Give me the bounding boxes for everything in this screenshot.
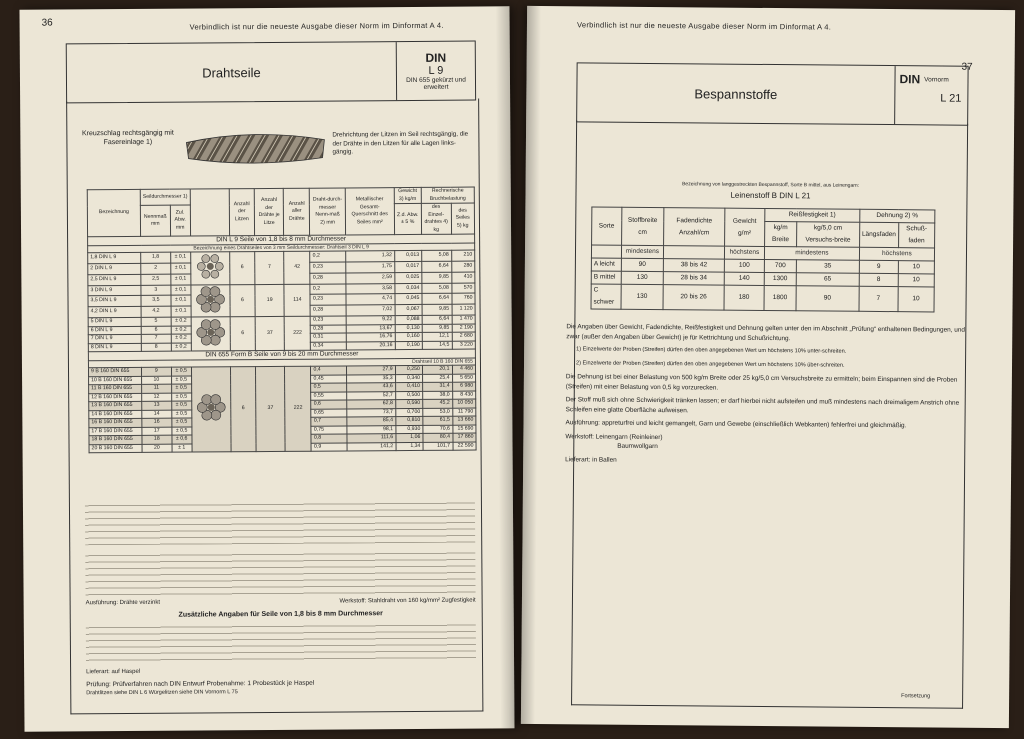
cell-einzeldraht: 5,08 (422, 250, 452, 261)
cell-drahtdurchmesser: 0,6 (311, 400, 346, 409)
cell-gewicht: 0,045 (395, 294, 422, 305)
cross-section-icon (194, 285, 226, 313)
cell-schussfaden: 10 (898, 287, 934, 312)
cell-zul-abw: ± 0,5 (171, 393, 191, 402)
cell-seil: 280 (451, 261, 475, 272)
cell-querschnitt: 13,67 (346, 324, 395, 333)
cell-bezeichnung: 2 DIN L 9 (88, 263, 141, 274)
cell-draehte-litze: 37 (255, 316, 284, 350)
cell-gewicht: 0,034 (395, 283, 422, 294)
cell-nennmass: 13 (142, 401, 172, 410)
section1-subtitle: Bezeichnung eines Drahtseiles von 3 mm Seildurchmesser: Drahtseil 3 DIN L 9 (88, 243, 475, 253)
cell-gewicht: 0,130 (395, 324, 422, 333)
cell-nennmass: 10 (142, 376, 172, 385)
col-schussfaden: Schuß-faden (898, 223, 934, 248)
section2-title: DIN 655 Form B Seile von 9 bis 20 mm Durchmesser (88, 349, 475, 360)
cell-einzeldraht: 101,7 (423, 442, 453, 451)
cell-nennmass: 6 (141, 326, 171, 335)
col-gewicht-abw: Z.d. Abw. ± 5 % (394, 203, 421, 234)
blank-cell (591, 245, 621, 258)
cell-gewicht: 1,34 (396, 442, 423, 451)
cell-einzeldraht: 6,64 (422, 315, 452, 324)
cell-querschnitt: 2,59 (346, 272, 395, 283)
cell-gewicht: 100 (724, 259, 764, 272)
footer-refs: Drahtlitzen siehe DIN L 6 Würgelitzen siehe DIN Vornorm L 75 (86, 689, 238, 697)
cell-zul-abw: ± 0,1 (171, 274, 191, 285)
cell-nennmass: 11 (142, 384, 172, 393)
section2-subtitle: Drahtseil 10 B 160 DIN 655 (88, 358, 475, 368)
lieferart-left: Lieferart: auf Haspel (86, 668, 141, 676)
cell-querschnitt: 27,9 (346, 366, 395, 375)
paragraph-conditions: Die Angaben über Gewicht, Fadendichte, Reißfestigkeit und Dehnung gelten unter den im Abschnitt „Prüfung“ enthaltenen Bedingungen, und zwar (außer den Angaben über Gewicht) je für Kettrichtung und Schußrichtung. (566, 323, 965, 342)
cell-gewicht: 0,340 (395, 374, 422, 383)
cell-drahtdurchmesser: 0,8 (311, 434, 346, 443)
section2-rows (88, 365, 476, 453)
cell-zul-abw: ± 0,5 (172, 427, 192, 436)
cell-laengsfaden: 9 (859, 260, 898, 273)
pruefung-left: Prüfung: Prüfverfahren nach DIN Entwurf Probenahme: 1 Probestück je Haspel (86, 679, 315, 689)
cell-querschnitt: 111,6 (347, 434, 396, 443)
cell-cross-section (191, 317, 230, 351)
header-box (576, 62, 969, 125)
cell-fadendichte: 20 bis 26 (663, 285, 724, 311)
cell-gewicht: 0,088 (395, 315, 422, 324)
cell-querschnitt: 98,1 (347, 425, 396, 434)
cell-drahtdurchmesser: 0,55 (311, 391, 346, 400)
cell-litzen: 6 (229, 252, 255, 285)
cell-seil: 570 (451, 283, 475, 294)
col-querschnitt: Metallischer Gesamt-Querschnitt des Seiles mm² (345, 188, 394, 235)
cell-einzeldraht: 70,6 (423, 425, 453, 434)
cell-nennmass: 17 (142, 427, 172, 436)
cell-bezeichnung: 9 B 160 DIN 655 (88, 367, 141, 376)
cell-nennmass: 9 (141, 367, 171, 376)
col-draehte-litze: Anzahl der Drähte je Litze (254, 188, 283, 235)
cell-drahtdurchmesser: 0,23 (310, 294, 346, 305)
cell-drahtdurchmesser: 0,65 (311, 408, 346, 417)
cell-seil: 5 650 (452, 374, 476, 383)
cell-querschnitt: 35,3 (346, 374, 395, 383)
cell-gewicht: 0,810 (395, 416, 422, 425)
cell-bezeichnung: 3 DIN L 9 (88, 285, 141, 296)
left-footnotes (85, 499, 476, 697)
footnote-block-3 (86, 621, 476, 664)
right-body-text (565, 322, 976, 472)
cell-querschnitt: 43,6 (346, 383, 395, 392)
ausfuehrung-left: Ausführung: Drähte verzinkt (85, 599, 161, 607)
werkstoff-left: Werkstoff: Stahldraht von 160 kg/mm² Zugfestigkeit (339, 597, 476, 605)
cell-draehte-alle: 222 (285, 366, 312, 451)
unit-mindestens: mindestens (621, 245, 664, 258)
footnote-1: 1) Einzelwerte der Proben (Streifen) dürfen den oben angegebenen Wert um höchstens 10% unter-schreiten. (576, 346, 847, 355)
cell-kg-m: 1300 (764, 272, 796, 285)
cell-draehte-alle: 42 (284, 251, 310, 284)
cell-querschnitt: 73,7 (347, 408, 396, 417)
cell-zul-abw: ± 0,1 (171, 295, 191, 306)
col-sorte: Sorte (592, 207, 622, 245)
cell-seil: 11 790 (452, 408, 476, 417)
page-title: Drahtseile (202, 64, 261, 80)
cell-querschnitt: 7,02 (346, 305, 395, 316)
cell-drahtdurchmesser: 0,23 (310, 262, 346, 273)
cell-gewicht: 140 (724, 272, 764, 285)
cell-bezeichnung: 8 DIN L 9 (88, 343, 141, 352)
cell-bezeichnung: 3,5 DIN L 9 (88, 296, 141, 307)
cell-zul-abw: ± 0,1 (171, 285, 191, 296)
cell-einzeldraht: 80,4 (423, 433, 453, 442)
cell-drahtdurchmesser: 0,28 (310, 273, 346, 284)
cell-gewicht: 0,013 (394, 250, 421, 261)
cell-gewicht: 0,190 (395, 341, 422, 350)
col-cross-section (190, 189, 229, 236)
blank-cell (664, 246, 725, 260)
col-zul-abw: Zul. Abw. mm (170, 205, 190, 236)
cell-einzeldraht: 53,0 (423, 408, 453, 417)
cell-nennmass: 3,5 (141, 295, 171, 306)
cell-fadendichte: 28 bis 34 (663, 272, 724, 286)
cell-einzeldraht: 25,4 (422, 374, 452, 383)
section1-title: DIN L 9 Seile von 1,8 bis 8 mm Durchmesser (88, 234, 475, 245)
cell-laengsfaden: 8 (859, 273, 898, 286)
cell-seil: 6 980 (452, 382, 476, 391)
cell-einzeldraht: 45,2 (423, 399, 453, 408)
cell-zul-abw: ± 0,1 (170, 263, 190, 274)
cell-laengsfaden: 7 (859, 286, 898, 311)
col-kg-m: kg/m Breite (764, 221, 796, 246)
cell-einzeldraht: 20,1 (422, 365, 452, 374)
footnote-2: 2) Einzelwerte der Proben (Streifen) dürfen den oben angegebenen Wert um höchstens 10% über-schreiten. (576, 359, 845, 369)
col-gewicht: Gewicht g/m² (724, 208, 764, 246)
cell-seil: 2 680 (452, 332, 476, 341)
cell-bezeichnung: 18 B 160 DIN 655 (89, 435, 142, 444)
designation: Leinenstoff B DIN L 21 (730, 190, 811, 201)
cell-draehte-litze: 19 (255, 284, 284, 317)
left-page (19, 6, 514, 731)
cell-nennmass: 18 (142, 435, 172, 444)
cell-gewicht: 0,025 (394, 272, 421, 283)
paragraph-ausfuehrung: Ausführung: appreturfrei und leicht gemangelt, Garn und Gewebe (einschließlich Webkanten) fehlerfrei und gleichmäßig. (565, 419, 907, 430)
cell-zul-abw: ± 0,2 (171, 317, 191, 326)
cell-bezeichnung: 12 B 160 DIN 655 (89, 393, 142, 402)
cell-stoffbreite: 130 (621, 284, 664, 309)
cell-zul-abw: ± 0,2 (171, 334, 191, 343)
cell-kg-m: 700 (764, 259, 796, 272)
cell-sorte: B mittel (591, 271, 621, 284)
cell-einzeldraht: 12,1 (422, 332, 452, 341)
cell-querschnitt: 9,22 (346, 316, 395, 325)
cell-drahtdurchmesser: 0,23 (311, 316, 346, 325)
cell-cross-section (190, 252, 229, 285)
cell-querschnitt: 52,7 (347, 391, 396, 400)
wire-rope-illustration (182, 128, 327, 169)
cell-draehte-litze: 7 (255, 251, 284, 284)
cell-kg-m: 1800 (764, 285, 796, 310)
cell-zul-abw: ± 0,2 (171, 343, 191, 352)
cell-nennmass: 7 (141, 334, 171, 343)
cell-querschnitt: 1,32 (346, 251, 395, 262)
col-bezeichnung: Bezeichnung (87, 189, 140, 236)
cell-querschnitt: 20,16 (346, 341, 395, 350)
col-nennmass: Nennmaß mm (140, 205, 170, 236)
cell-einzeldraht: 6,64 (422, 261, 452, 272)
cross-section-icon (194, 318, 226, 346)
cell-nennmass: 1,8 (141, 252, 171, 263)
din-label: DIN (899, 72, 921, 87)
din-box (894, 66, 968, 125)
norm-notice: Verbindlich ist nur die neueste Ausgabe dieser Norm im Dinformat A 4. (576, 20, 832, 32)
continuation-note: Fortsetzung (901, 693, 931, 700)
cell-gewicht: 1,06 (396, 433, 423, 442)
cell-bezeichnung: 13 B 160 DIN 655 (89, 401, 142, 410)
cell-seil: 17 860 (452, 433, 476, 442)
cell-seil: 10 050 (452, 399, 476, 408)
cross-section-icon (194, 252, 226, 280)
unit-mindestens-2: mindestens (764, 246, 859, 260)
col-seildurchmesser: Seildurchmesser 1) (140, 189, 190, 205)
cell-drahtdurchmesser: 0,45 (311, 374, 346, 383)
cell-nennmass: 2,5 (141, 274, 171, 285)
cell-drahtdurchmesser: 0,31 (311, 333, 346, 342)
cell-stoffbreite: 90 (621, 258, 664, 271)
cell-nennmass: 12 (142, 393, 172, 402)
cell-gewicht: 0,930 (396, 425, 423, 434)
right-page (521, 6, 1015, 728)
cell-draehte-alle: 222 (284, 316, 310, 350)
cell-litzen: 6 (230, 317, 256, 351)
unit-hoechstens: höchstens (724, 246, 764, 259)
cell-nennmass: 8 (141, 343, 171, 352)
page-title: Bespannstoffe (694, 85, 778, 102)
cell-zul-abw: ± 0,5 (171, 376, 191, 385)
col-einzeldraht: des Einzel-drahtes 4) kg (421, 203, 451, 234)
cell-seil: 210 (451, 250, 475, 261)
fabric-table (590, 206, 935, 312)
cell-einzeldraht: 9,85 (422, 324, 452, 333)
cell-querschnitt: 85,4 (347, 417, 396, 426)
cell-zul-abw: ± 0,1 (171, 306, 191, 317)
col-laengsfaden: Längsfaden (859, 222, 898, 247)
cell-bezeichnung: 1,8 DIN L 9 (88, 252, 141, 263)
page-number: 36 (41, 17, 53, 29)
cell-einzeldraht: 31,4 (423, 382, 453, 391)
footnote-block-1 (85, 499, 475, 546)
cell-querschnitt: 4,74 (346, 294, 395, 305)
cell-drahtdurchmesser: 0,5 (311, 383, 346, 392)
cell-stoffbreite: 130 (621, 271, 664, 284)
cell-litzen: 6 (230, 284, 256, 317)
rope-caption: Kreuzschlag rechtsgängig mit Fasereinlage 1) (81, 129, 174, 147)
cell-nennmass: 20 (142, 444, 172, 453)
cell-bezeichnung: 20 B 160 DIN 655 (89, 444, 142, 453)
cell-gewicht: 0,700 (395, 408, 422, 417)
paragraph-dehnung: Die Dehnung ist bei einer Belastung von 500 kg/m Breite oder 25 kg/5,0 cm Versuchsbreite zu ermitteln; beim Einspannen sind die Proben (Streifen) mit einer Belastung von 0,5 kg vorzurecken. (565, 373, 958, 392)
paragraph-stoff: Der Stoff muß sich ohne Schwierigkeit tränken lassen; er darf hierbei nicht aufsteifen und muß mindestens nach dreimaligem Anstrich ohne Schleifen eine glatte Oberfläche aufweisen. (565, 396, 960, 414)
cell-nennmass: 3 (141, 285, 171, 296)
cell-drahtdurchmesser: 0,28 (311, 305, 347, 316)
cell-drahtdurchmesser: 0,34 (311, 341, 346, 350)
cell-seil: 1 120 (452, 304, 476, 315)
cell-zul-abw: ± 0,5 (171, 410, 191, 419)
cell-zul-abw: ± 0,5 (171, 384, 191, 393)
table-row (591, 284, 934, 312)
cell-drahtdurchmesser: 0,75 (311, 425, 346, 434)
cell-seil: 8 430 (452, 391, 476, 400)
col-dehnung: Dehnung 2) % (860, 209, 935, 223)
cell-zul-abw: ± 0,5 (172, 418, 192, 427)
cell-gewicht: 0,500 (395, 391, 422, 400)
cell-litzen: 6 (230, 367, 256, 452)
cell-kg-cm: 35 (796, 260, 859, 274)
cell-seil: 13 660 (452, 416, 476, 425)
cell-kg-cm: 65 (796, 273, 859, 287)
cell-einzeldraht: 6,64 (422, 294, 452, 305)
cell-querschnitt: 141,2 (347, 442, 396, 451)
twist-direction-text: Drehrichtung der Litzen im Seil rechtsgängig, die der Drähte in den Litzen für alle Lagen links-gängig. (332, 130, 469, 156)
cell-schussfaden: 10 (898, 274, 934, 287)
cell-bezeichnung: 2,5 DIN L 9 (88, 274, 141, 285)
col-stoffbreite: Stoffbreite cm (621, 207, 664, 245)
col-kg-cm: kg/5,0 cm Versuchs-breite (796, 222, 859, 248)
cell-sorte: A leicht (591, 258, 621, 271)
cell-drahtdurchmesser: 0,2 (310, 251, 346, 262)
col-drahtdurchmesser: Draht-durch-messer Nenn-maß 2) mm (310, 188, 346, 235)
cell-seil: 1 470 (452, 315, 476, 324)
cell-drahtdurchmesser: 0,4 (311, 366, 346, 375)
cell-einzeldraht: 14,5 (422, 341, 452, 350)
page-number: 37 (961, 61, 973, 73)
unit-hoechstens-2: höchstens (859, 247, 934, 261)
norm-notice: Verbindlich ist nur die neueste Ausgabe dieser Norm im Dinformat A 4. (189, 20, 444, 32)
din-number: L 21 (940, 92, 962, 105)
cell-nennmass: 5 (141, 317, 171, 326)
cell-zul-abw: ± 0,6 (172, 435, 192, 444)
cell-draehte-litze: 37 (256, 366, 286, 451)
rope-table (87, 187, 477, 454)
cell-querschnitt: 1,75 (346, 261, 395, 272)
paragraph-werkstoff-2: Baumwollgarn (617, 442, 658, 451)
cell-gewicht: 0,017 (394, 261, 421, 272)
cell-bezeichnung: 17 B 160 DIN 655 (89, 427, 142, 436)
cell-gewicht: 0,590 (395, 399, 422, 408)
cell-drahtdurchmesser: 0,9 (311, 442, 346, 451)
cell-einzeldraht: 5,08 (422, 283, 452, 294)
cell-zul-abw: ± 1 (172, 444, 192, 453)
cell-einzeldraht: 9,85 (422, 272, 452, 283)
din-box (396, 42, 475, 101)
col-bruchbelastung: Rechnerische Bruchbelastung (421, 187, 474, 203)
cell-drahtdurchmesser: 0,2 (310, 283, 346, 294)
din-vornorm: Vornorm (924, 75, 949, 84)
cell-cross-section (191, 367, 231, 452)
cell-zul-abw: ± 0,5 (171, 401, 191, 410)
cell-bezeichnung: 16 B 160 DIN 655 (89, 418, 142, 427)
cell-einzeldraht: 61,5 (423, 416, 453, 425)
cell-seil: 2 190 (452, 324, 476, 333)
section1-rows (88, 250, 476, 352)
col-draehte-alle: Anzahl aller Drähte (283, 188, 310, 235)
fabric-rows (591, 258, 934, 312)
cell-draehte-alle: 114 (284, 284, 310, 317)
cell-nennmass: 4,2 (141, 306, 171, 317)
cell-gewicht: 180 (724, 285, 764, 310)
cell-querschnitt: 16,76 (346, 333, 395, 342)
cell-nennmass: 16 (142, 418, 172, 427)
col-reissfestigkeit: Reißfestigkeit 1) (765, 208, 860, 222)
cell-bezeichnung: 4,2 DIN L 9 (88, 307, 141, 318)
cell-bezeichnung: 7 DIN L 9 (88, 334, 141, 343)
cell-sorte: C schwer (591, 284, 621, 309)
cell-gewicht: 0,160 (395, 332, 422, 341)
cell-cross-section (191, 284, 230, 317)
footnote-block-2 (85, 549, 475, 598)
cell-bezeichnung: 11 B 160 DIN 655 (89, 384, 142, 393)
cell-seil: 3 220 (452, 341, 476, 350)
cell-gewicht: 0,250 (395, 365, 422, 374)
paragraph-lieferart: Lieferart: in Ballen (565, 455, 617, 464)
header-box (66, 41, 476, 104)
col-fadendichte: Fadendichte Anzahl/cm (664, 208, 725, 247)
cell-drahtdurchmesser: 0,7 (311, 417, 346, 426)
cell-zul-abw: ± 0,2 (171, 326, 191, 335)
cross-section-icon (195, 394, 227, 422)
cell-seil: 410 (451, 272, 475, 283)
col-gewicht: Gewicht 3) kg/m (394, 187, 421, 203)
cell-querschnitt: 3,58 (346, 283, 395, 294)
cell-bezeichnung: 10 B 160 DIN 655 (89, 376, 142, 385)
cell-kg-cm: 90 (796, 286, 859, 312)
cell-bezeichnung: 6 DIN L 9 (88, 326, 141, 335)
cell-gewicht: 0,410 (395, 382, 422, 391)
cell-nennmass: 2 (141, 263, 171, 274)
cell-nennmass: 14 (142, 410, 172, 419)
cell-fadendichte: 38 bis 42 (663, 259, 724, 273)
col-seil: des Seiles 5) kg (451, 203, 475, 234)
designation-small: Bezeichnung von langgestreckten Bespannstoff, Sorte B mittel, aus Leinengarn: (682, 181, 860, 189)
cell-bezeichnung: 14 B 160 DIN 655 (89, 410, 142, 419)
cell-seil: 15 690 (452, 425, 476, 434)
cell-zul-abw: ± 0,5 (171, 367, 191, 376)
cell-seil: 22 590 (453, 442, 477, 451)
cell-querschnitt: 62,8 (347, 400, 396, 409)
cell-zul-abw: ± 0,1 (170, 252, 190, 263)
zusatz-heading: Zusätzliche Angaben für Seile von 1,8 bis 8 mm Durchmesser (178, 610, 383, 619)
cell-seil: 4 460 (452, 365, 476, 374)
cell-einzeldraht: 38,0 (423, 391, 453, 400)
cell-bezeichnung: 5 DIN L 9 (88, 317, 141, 326)
din-reference: DIN 655 gekürzt und erweitert (406, 76, 466, 91)
cell-drahtdurchmesser: 0,28 (311, 324, 346, 333)
cell-gewicht: 0,067 (395, 305, 422, 316)
din-number: L 9 (428, 64, 444, 77)
col-litzen: Anzahl der Litzen (229, 189, 255, 236)
paragraph-werkstoff: Werkstoff: Leinengarn (Reinleiner) (565, 432, 663, 441)
din-label: DIN (425, 50, 447, 65)
cell-seil: 760 (451, 293, 475, 304)
cell-schussfaden: 10 (898, 261, 934, 274)
cell-einzeldraht: 9,85 (422, 304, 452, 315)
